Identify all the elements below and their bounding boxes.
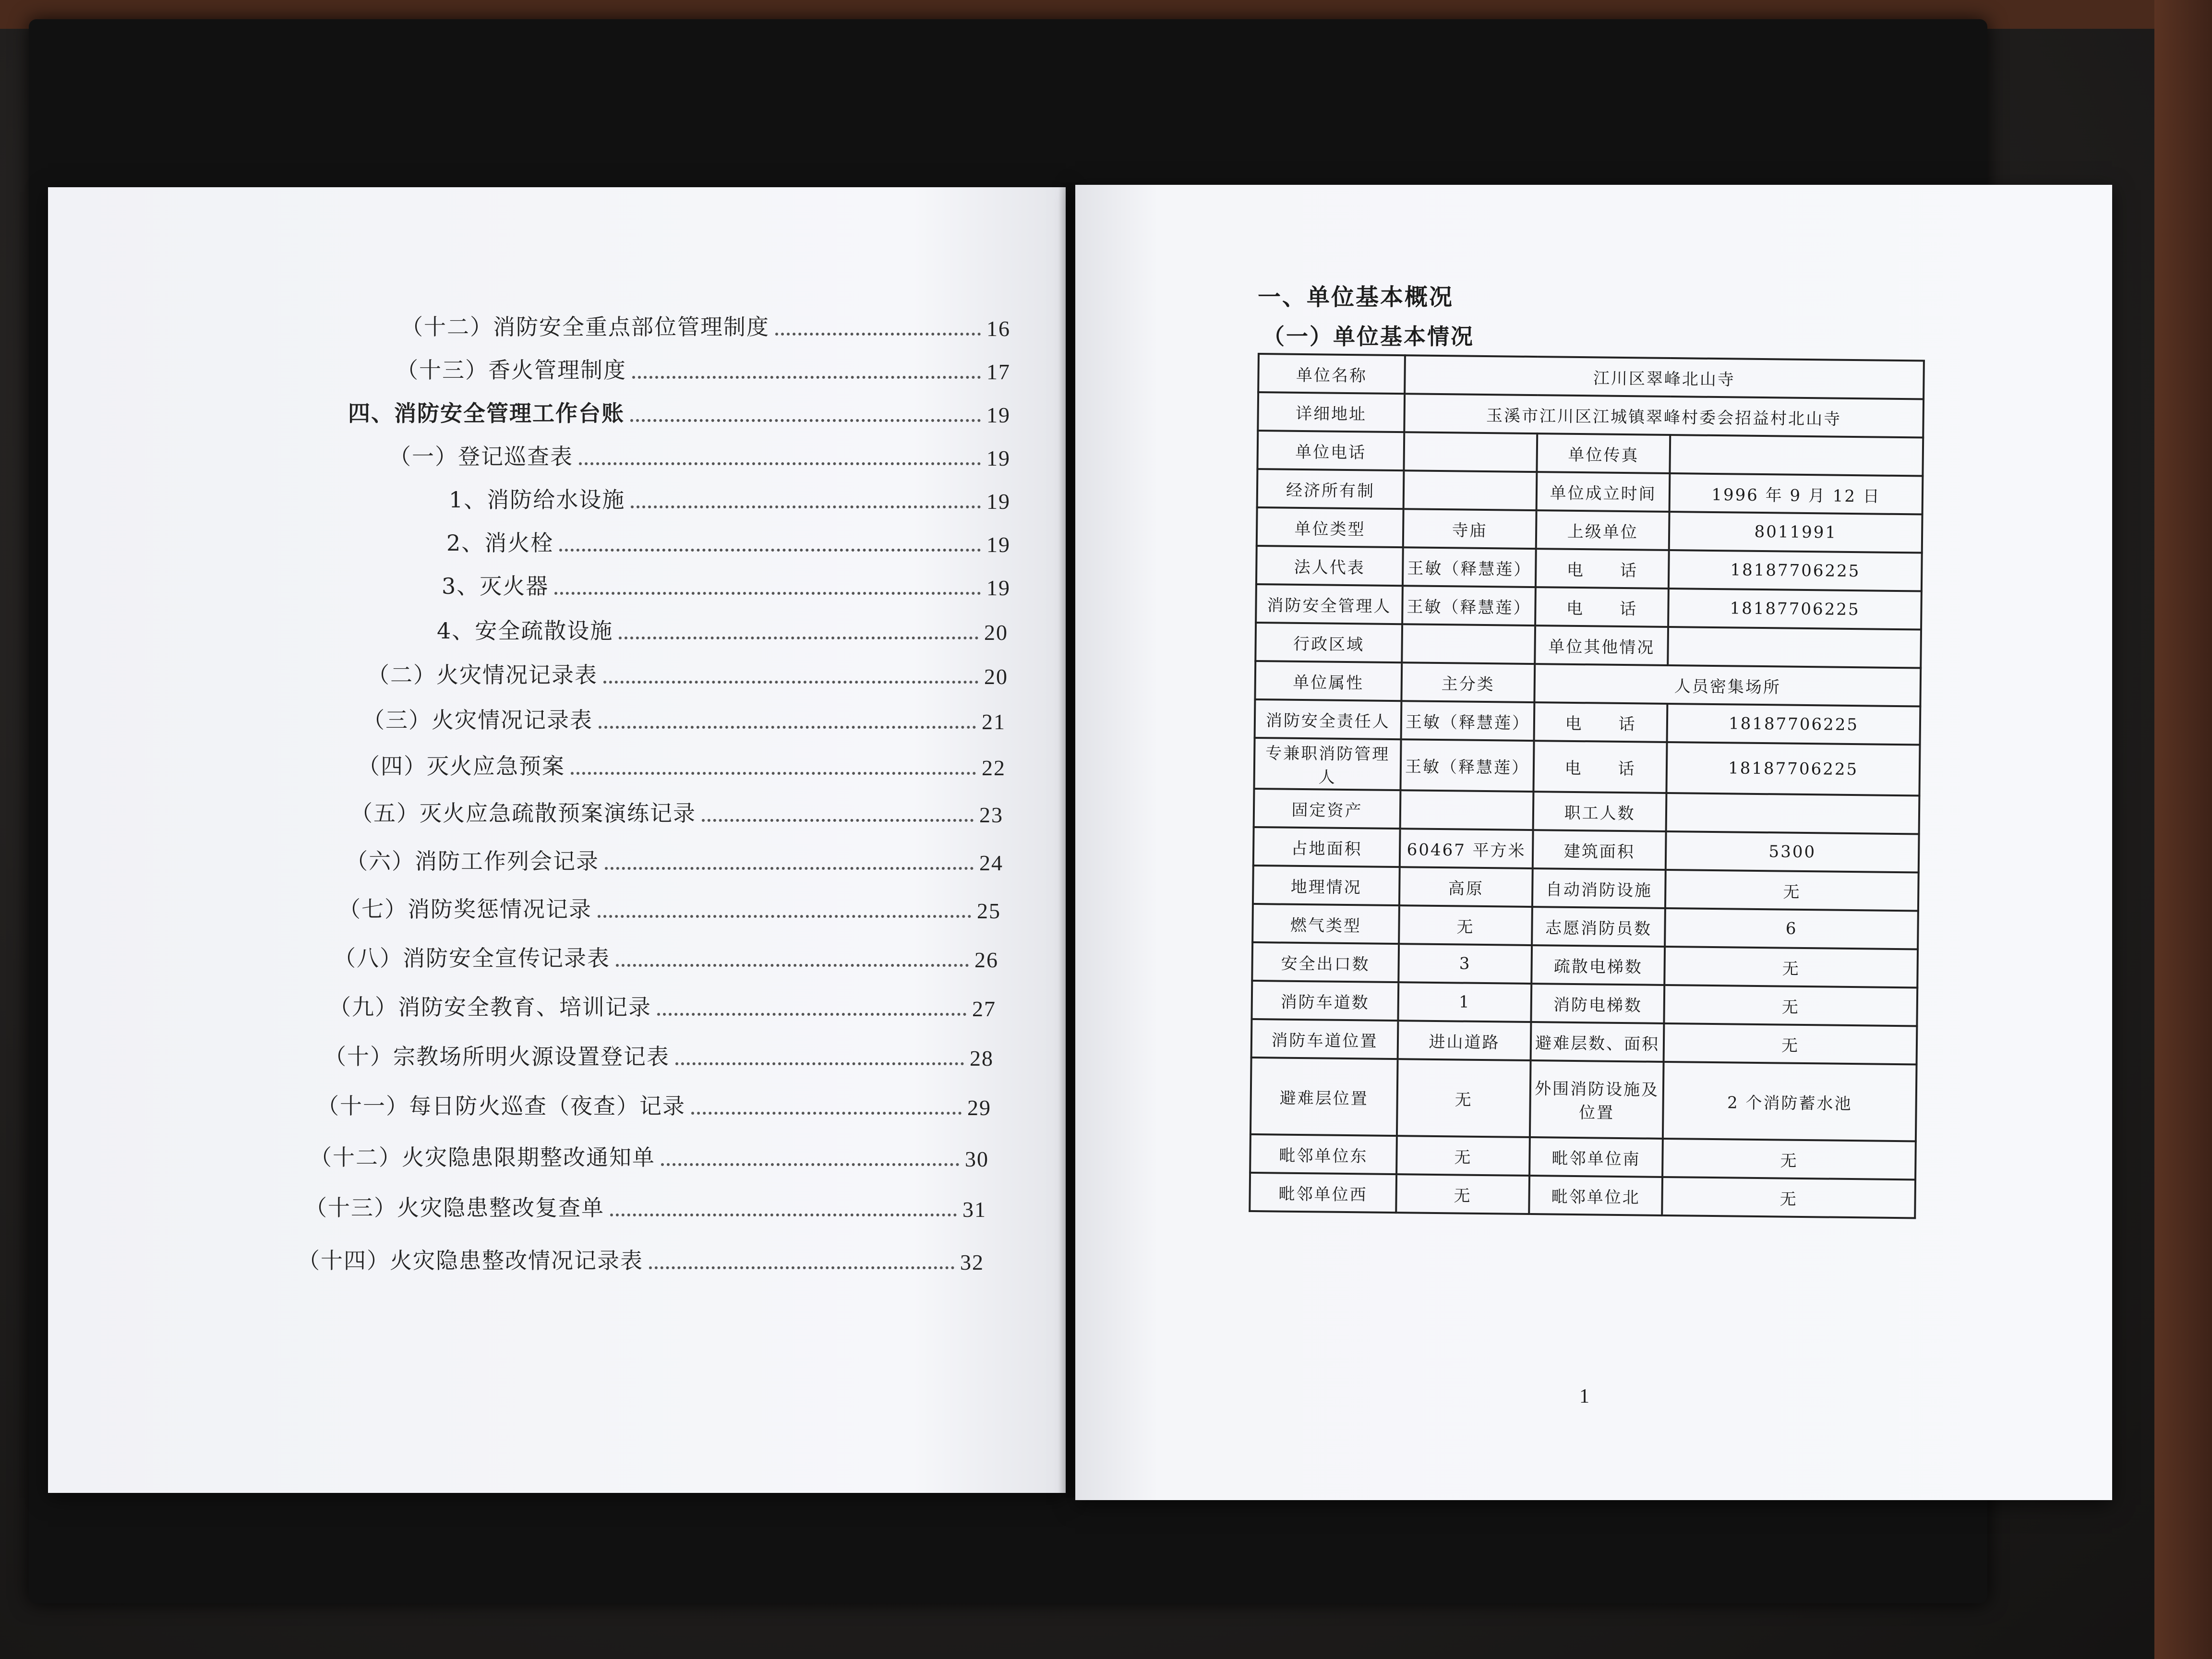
table-row: 行政区域 单位其他情况: [1255, 623, 1921, 668]
table-row: 避难层位置 无 外围消防设施及位置 2 个消防蓄水池: [1250, 1058, 1917, 1142]
right-page-unit-overview: [1075, 185, 2112, 1500]
toc-entry: （六）消防工作列会记录 24: [346, 848, 1003, 875]
toc-entry: （十一）每日防火巡查（夜查）记录 29: [317, 1093, 991, 1120]
toc-entry: （二）火灾情况记录表 20: [367, 662, 1008, 689]
toc-entry: （十三）香火管理制度 17: [396, 357, 1010, 384]
table-row: 消防车道数 1 消防电梯数 无: [1251, 981, 1917, 1026]
desk-side: [2154, 0, 2212, 1659]
table-row: 单位名称 江川区翠峰北山寺: [1258, 354, 1924, 399]
toc-entry: 2、消火栓 19: [446, 530, 1010, 557]
table-row: 毗邻单位西 无 毗邻单位北 无: [1250, 1173, 1915, 1218]
toc-entry: （三）火灾情况记录表 21: [362, 707, 1006, 734]
toc-entry: （十二）火灾隐患限期整改通知单 30: [310, 1144, 989, 1171]
table-row: 单位类型 寺庙 上级单位 8011991: [1257, 507, 1923, 553]
table-row: 单位电话 单位传真: [1257, 431, 1923, 476]
table-row: 单位属性 主分类 人员密集场所: [1255, 661, 1921, 707]
section-heading: 一、单位基本概况: [1258, 284, 1454, 311]
table-row: 消防安全责任人 王敏（释慧莲） 电 话 18187706225: [1255, 699, 1921, 745]
toc-entry: （十）宗教场所明火源设置登记表 28: [324, 1044, 994, 1070]
table-row: 消防车道位置 进山道路 避难层数、面积 无: [1251, 1019, 1917, 1065]
toc-entry: 1、消防给水设施 19: [449, 487, 1010, 514]
toc-entry: （十三）火灾隐患整改复查单 31: [305, 1195, 986, 1222]
toc-entry: （十四）火灾隐患整改情况记录表 32: [298, 1248, 984, 1274]
table-row: 法人代表 王敏（释慧莲） 电 话 18187706225: [1256, 546, 1922, 591]
toc-entry: （九）消防安全教育、培训记录 27: [329, 994, 996, 1021]
toc-entry: （五）灭火应急疏散预案演练记录 23: [350, 800, 1003, 827]
toc-entry: 4、安全疏散设施 20: [437, 618, 1008, 645]
page-number: 1: [1579, 1385, 1589, 1407]
toc-entry: 四、消防安全管理工作台账 19: [348, 400, 1010, 427]
table-row: 消防安全管理人 王敏（释慧莲） 电 话 18187706225: [1256, 584, 1922, 630]
table-row: 专兼职消防管理人 王敏（释慧莲） 电 话 18187706225: [1254, 738, 1920, 796]
table-row: 地理情况 高原 自动消防设施 无: [1253, 866, 1919, 911]
table-row: 经济所有制 单位成立时间 1996 年 9 月 12 日: [1257, 469, 1923, 515]
unit-info-table: [1249, 353, 1925, 1219]
toc-entry: 3、灭火器 19: [442, 573, 1010, 600]
left-page-table-of-contents: [48, 187, 1066, 1493]
table-row: 燃气类型 无 志愿消防员数 6: [1252, 904, 1918, 950]
table-row: 详细地址 玉溪市江川区江城镇翠峰村委会招益村北山寺: [1258, 392, 1923, 438]
table-row: 占地面积 60467 平方米 建筑面积 5300: [1253, 827, 1919, 873]
table-row: 安全出口数 3 疏散电梯数 无: [1252, 942, 1918, 988]
toc-entry: （四）灭火应急预案 22: [358, 753, 1006, 780]
subsection-heading: （一）单位基本情况: [1262, 324, 1474, 349]
toc-entry: （十二）消防安全重点部位管理制度 16: [401, 314, 1010, 341]
toc-entry: （七）消防奖惩情况记录 25: [338, 896, 1001, 923]
toc-entry: （八）消防安全宣传记录表 26: [334, 945, 998, 972]
table-row: 固定资产 职工人数: [1254, 789, 1920, 834]
table-row: 毗邻单位东 无 毗邻单位南 无: [1250, 1134, 1916, 1180]
toc-entry: （一）登记巡查表 19: [389, 444, 1010, 470]
